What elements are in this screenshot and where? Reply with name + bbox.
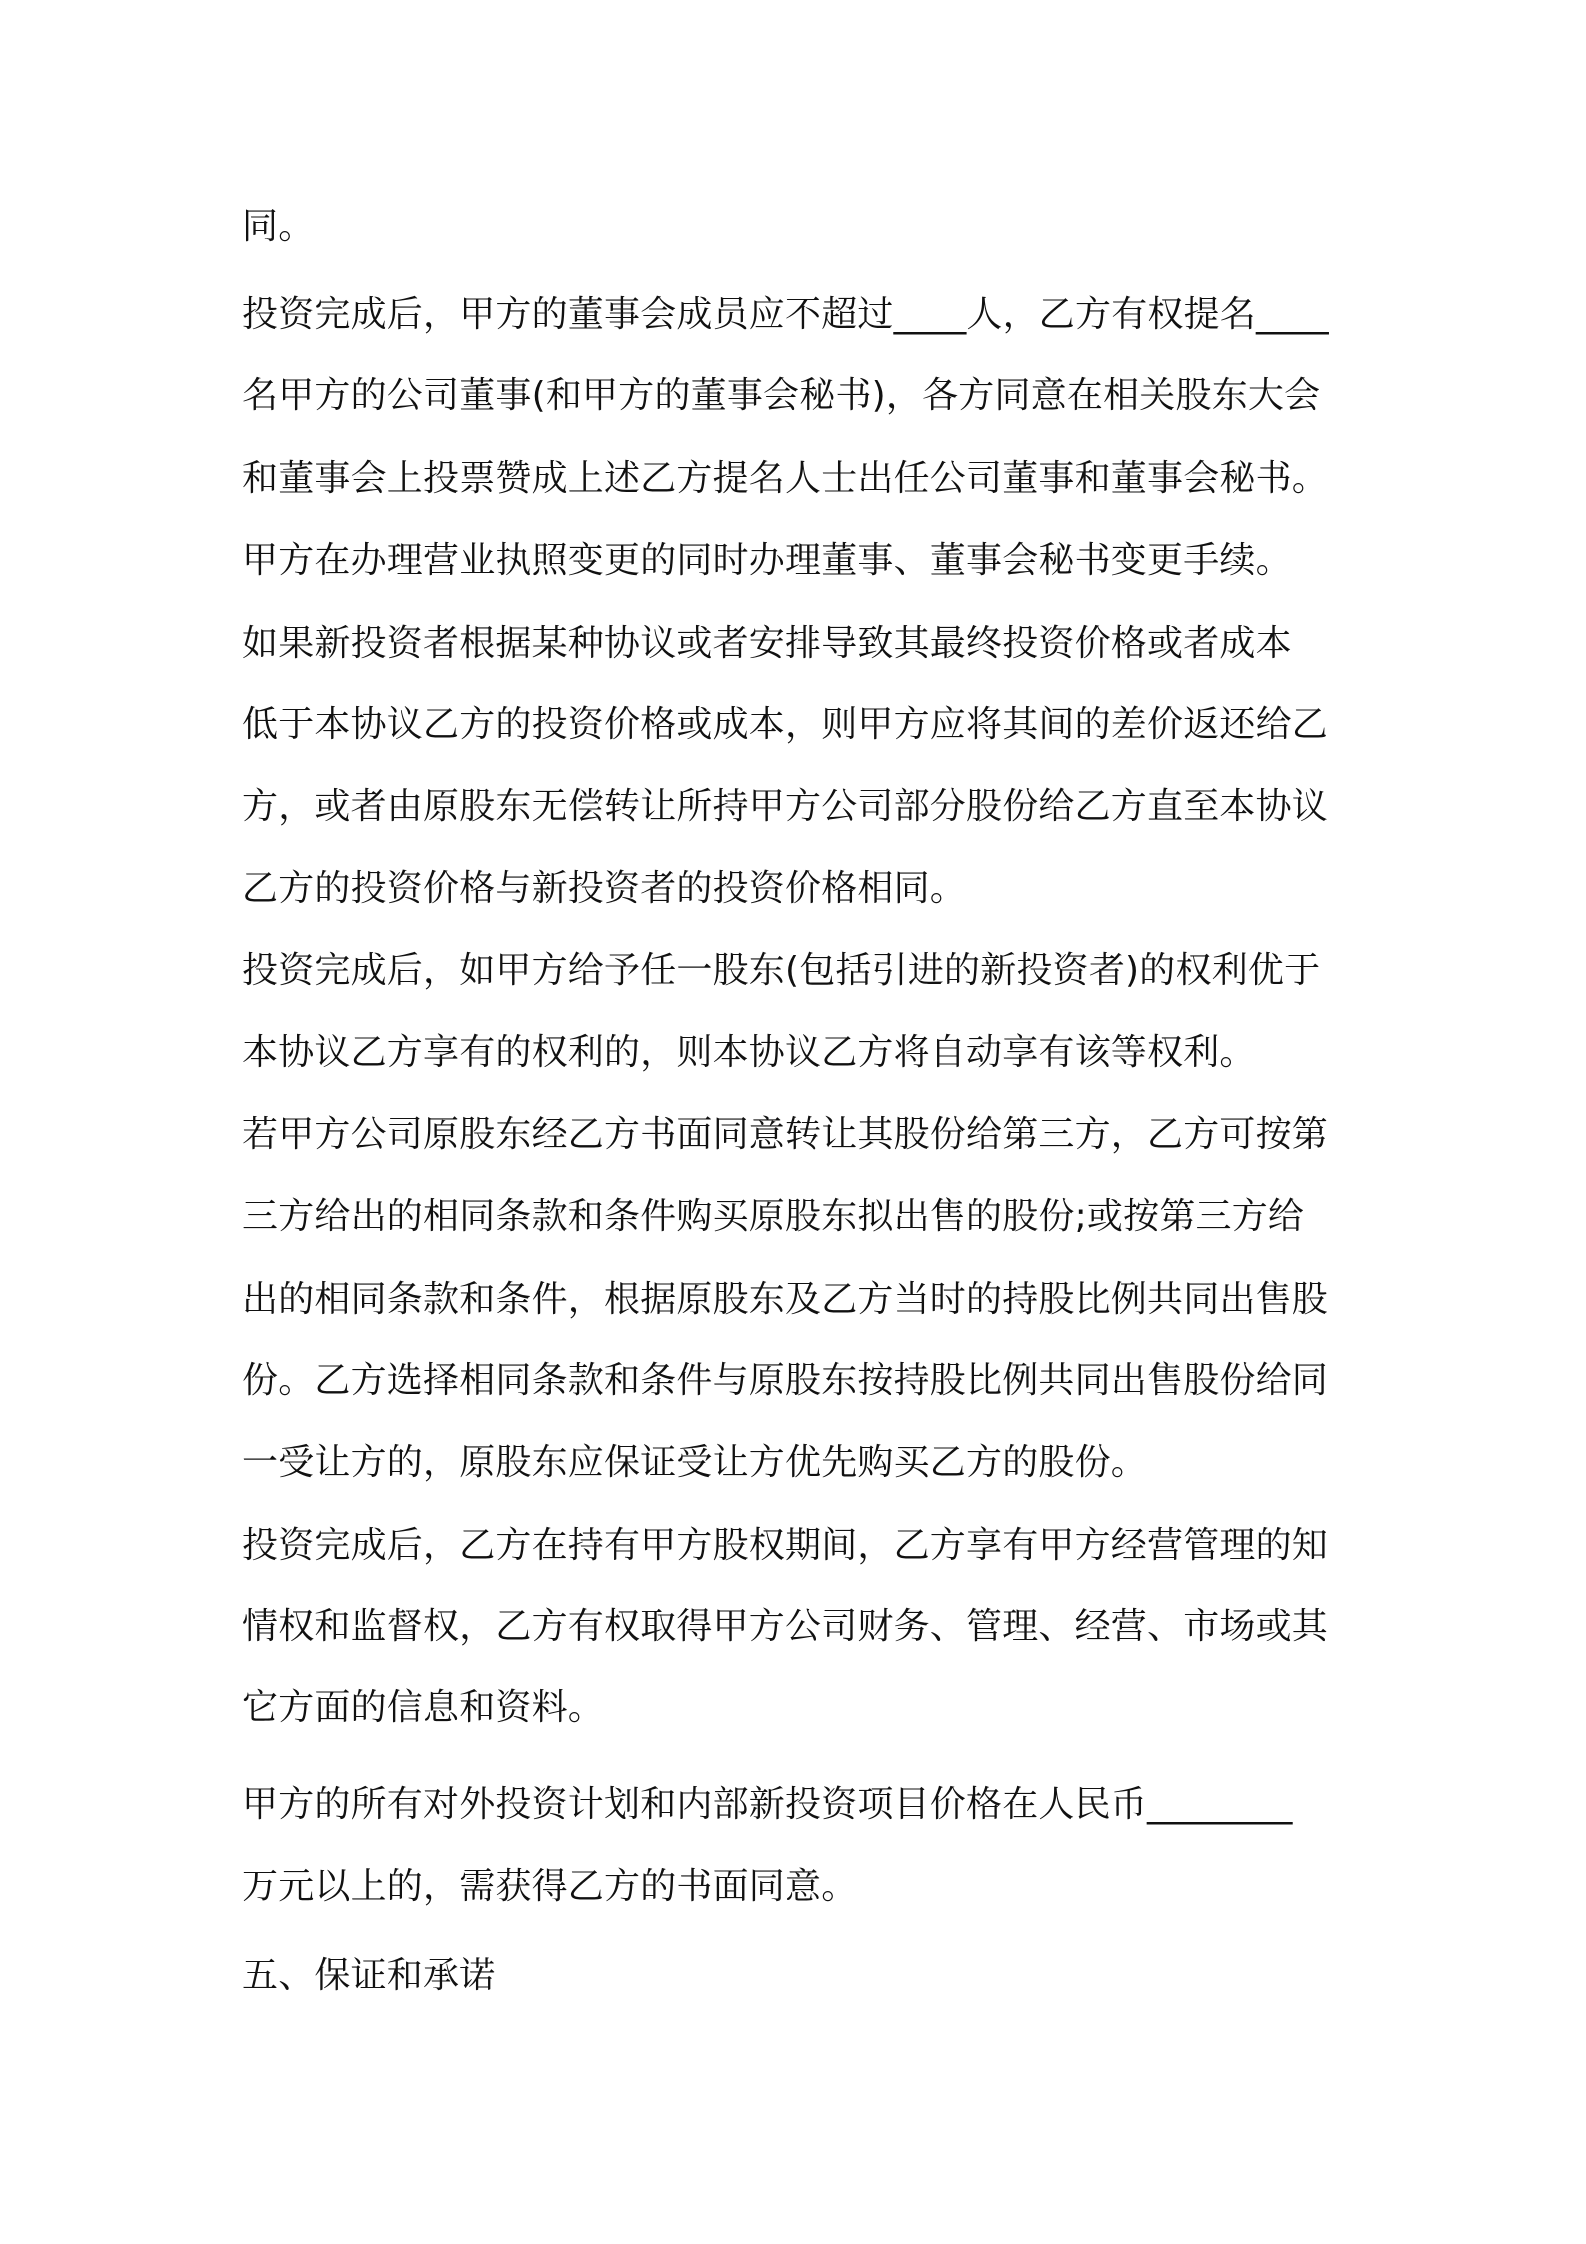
text-line: 如果新投资者根据某种协议或者安排导致其最终投资价格或者成本: [242, 623, 1292, 664]
text-line: 同。: [242, 206, 315, 247]
text-line: 它方面的信息和资料。: [242, 1687, 605, 1728]
text-line: 万元以上的，需获得乙方的书面同意。: [242, 1866, 858, 1907]
text-line: 方，或者由原股东无偿转让所持甲方公司部分股份给乙方直至本协议: [242, 786, 1329, 827]
text-line: 三方给出的相同条款和条件购买原股东拟出售的股份;或按第三方给: [242, 1196, 1305, 1237]
text-line: 投资完成后，乙方在持有甲方股权期间，乙方享有甲方经营管理的知: [242, 1525, 1329, 1566]
text-line: 份。乙方选择相同条款和条件与原股东按持股比例共同出售股份给同: [242, 1360, 1329, 1401]
text-line: 出的相同条款和条件，根据原股东及乙方当时的持股比例共同出售股: [242, 1279, 1329, 1320]
text-line: 一受让方的，原股东应保证受让方优先购买乙方的股份。: [242, 1442, 1148, 1483]
section-heading: 五、保证和承诺: [242, 1955, 496, 1996]
text-line: 本协议乙方享有的权利的，则本协议乙方将自动享有该等权利。: [242, 1032, 1256, 1073]
text-line: 乙方的投资价格与新投资者的投资价格相同。: [242, 868, 967, 909]
text-line: 甲方在办理营业执照变更的同时办理董事、董事会秘书变更手续。: [242, 540, 1292, 581]
text-line: 名甲方的公司董事(和甲方的董事会秘书)，各方同意在相关股东大会: [242, 375, 1321, 416]
text-line: 若甲方公司原股东经乙方书面同意转让其股份给第三方，乙方可按第: [242, 1114, 1329, 1155]
text-line: 低于本协议乙方的投资价格或成本，则甲方应将其间的差价返还给乙: [242, 704, 1329, 745]
text-line: 和董事会上投票赞成上述乙方提名人士出任公司董事和董事会秘书。: [242, 458, 1329, 499]
text-line: 甲方的所有对外投资计划和内部新投资项目价格在人民币________: [242, 1784, 1293, 1825]
text-line: 投资完成后，甲方的董事会成员应不超过____人，乙方有权提名____: [242, 294, 1329, 335]
text-line: 投资完成后，如甲方给予任一股东(包括引进的新投资者)的权利优于: [242, 950, 1321, 991]
text-line: 情权和监督权，乙方有权取得甲方公司财务、管理、经营、市场或其: [242, 1606, 1329, 1647]
